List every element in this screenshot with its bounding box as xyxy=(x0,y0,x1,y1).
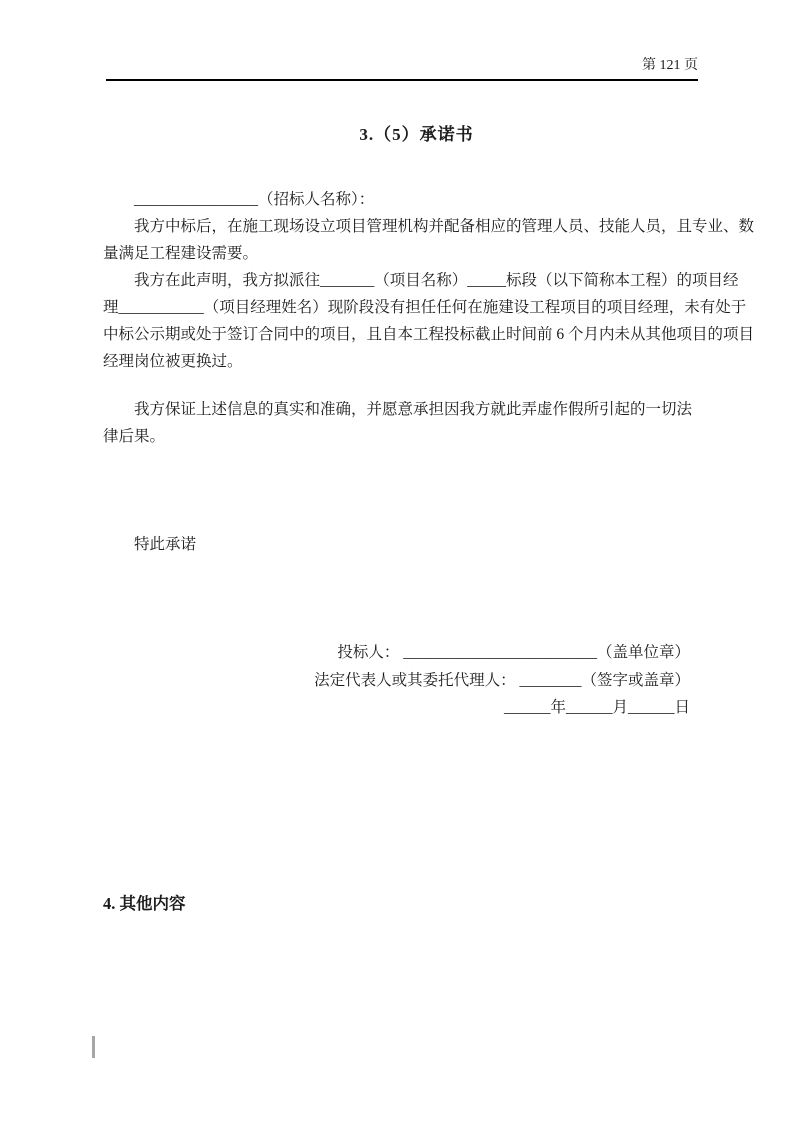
section4-heading: 4. 其他内容 xyxy=(103,894,186,913)
salutation-line: ________________（招标人名称）： xyxy=(134,191,375,208)
closing-statement xyxy=(103,531,695,558)
paragraph1-line: 量满足工程建设需要。 xyxy=(103,245,259,262)
representative-signature-line: 法定代表人或其委托代理人： ________（签字或盖章） xyxy=(314,671,690,689)
bidder-signature-line: 投标人： _________________________（盖单位章） xyxy=(337,644,690,661)
paragraph2-line: 理___________（项目经理姓名）现阶段没有担任任何在施建设工程项目的项目经理，未有处于 xyxy=(103,299,747,316)
date-line: ______年______月______日 xyxy=(503,699,690,716)
signature-block xyxy=(103,639,690,722)
guarantee-line: 我方保证上述信息的真实和准确，并愿意承担因我方就此弄虚作假所引起的一切法律后果。 xyxy=(103,401,693,445)
page-number: 第 121 页 xyxy=(642,58,698,73)
paragraph2-line: 中标公示期或处于签订合同中的项目，且自本工程投标截止时间前 6 个月内未从其他项目的项目 xyxy=(103,326,755,343)
paragraph1-line: 我方中标后，在施工现场设立项目管理机构并配备相应的管理人员、技能人员，且专业、数 xyxy=(134,218,755,235)
body-paragraphs xyxy=(103,186,755,375)
document-title: 3.（5）承诺书 xyxy=(359,125,474,144)
page-header xyxy=(106,56,698,81)
closing-line: 特此承诺 xyxy=(134,536,197,553)
paragraph2-line: 经理岗位被更换过。 xyxy=(103,353,243,370)
guarantee-paragraph xyxy=(103,396,695,450)
text-cursor xyxy=(92,1036,95,1058)
paragraph2-line: 我方在此声明，我方拟派往_______（项目名称）_____标段（以下简称本工程）的项目经 xyxy=(134,272,739,289)
